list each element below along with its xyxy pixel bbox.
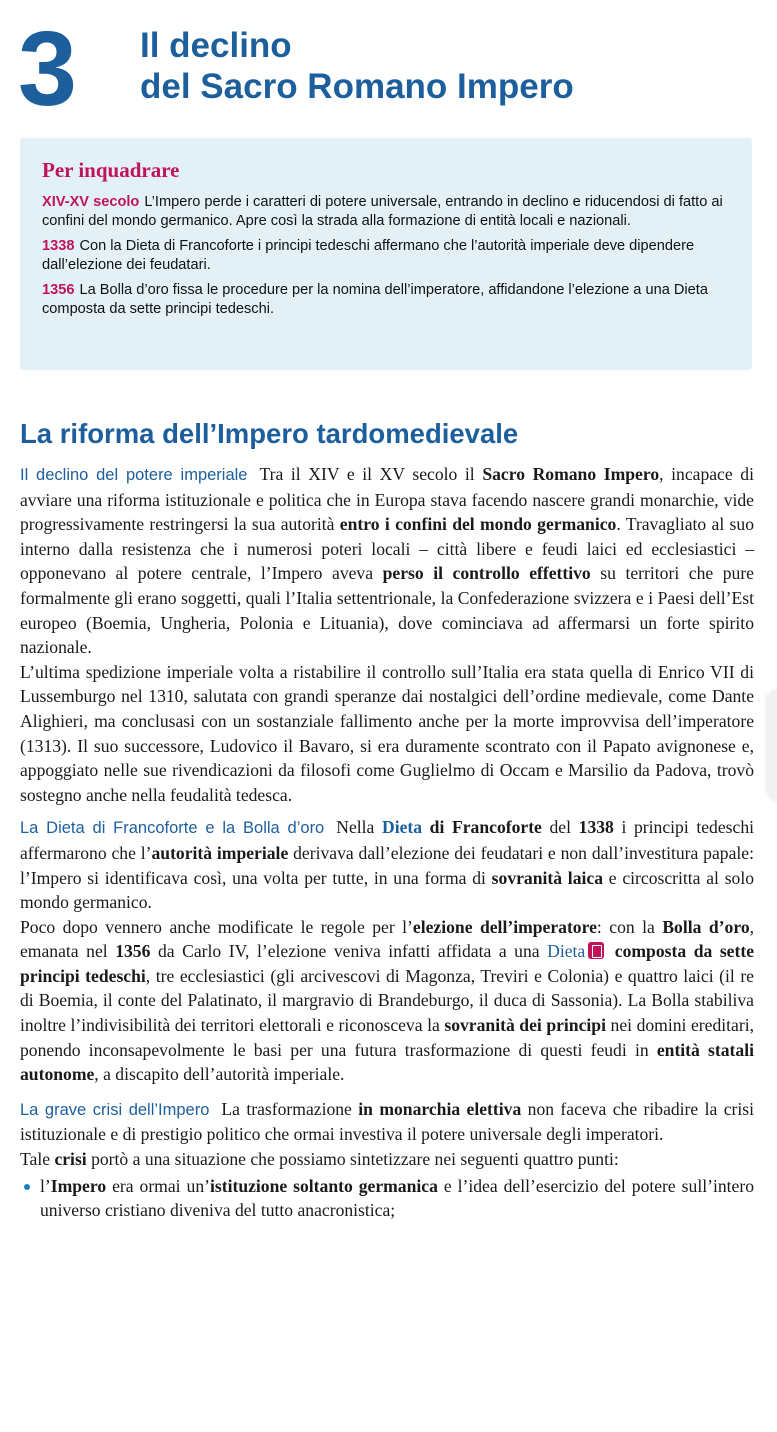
paragraph-grave-crisi [20, 1097, 754, 1147]
paragraph-tale-crisi [20, 1147, 754, 1172]
page-turn-handle[interactable] [767, 690, 777, 800]
text-run: nei domini ereditari, ponendo inconsapevolmente le basi per una futura trasformazione di questi feudi in [20, 1015, 754, 1060]
bold-term: perso il controllo effettivo [382, 563, 591, 584]
bold-term: Impero [50, 1175, 107, 1196]
context-entry [42, 193, 730, 231]
text-run: da Carlo IV, l’elezione veniva infatti affidata a una [150, 941, 548, 962]
glossary-link-dieta[interactable]: Dieta [547, 941, 586, 962]
text-run: . Travagliato al suo interno dalla resistenza che i numerosi poteri locali – città libere e feudi laici ed ecclesiastici – opponevano al potere centrale, l’Impero aveva [20, 514, 754, 584]
text-run: su territori che pure formalmente gli erano soggetti, quali l’Italia settentrionale, la Confederazione svizzera e i Paesi dell’Est europeo (Boemia, Ungheria, Polonia e Lituania), dove cominciava ad affermarsi un forte spirito nazionale. [20, 563, 754, 658]
paragraph-dieta-francoforte [20, 815, 754, 914]
bold-term: elezione dell’imperatore [412, 916, 597, 937]
context-entry [42, 281, 730, 319]
text-run: , tre ecclesiastici (gli arcivescovi di Magonza, Treviri e Colonia) e quattro laici (il re di Boemia, il conte del Palatinato, il margravio di Brandeburgo, il duca di Sassonia). La Bolla stabiliva inoltre l’indivisibilità dei territori elettorali e riconosceva la [20, 965, 754, 1036]
bold-term: di Francoforte [422, 817, 542, 838]
text-run: Tale [20, 1149, 55, 1170]
bold-term: 1338 [578, 817, 614, 838]
text-run: e circoscritta al solo mondo germanico. [20, 867, 755, 913]
context-box [20, 138, 752, 370]
paragraph-side-title: La grave crisi dell’Impero [20, 1100, 210, 1119]
context-entry-text: La Bolla d’oro fissa le procedure per la nomina dell’imperatore, affidandone l’elezione a una Dieta composta da sette principi tedeschi. [42, 282, 708, 317]
bold-term: autorità imperiale [151, 842, 289, 863]
bold-term: entro i confini del mondo germanico [339, 514, 617, 535]
chapter-title [140, 26, 574, 108]
chapter-title-line2: del Sacro Romano Impero [140, 66, 574, 106]
text-run: : con la [596, 916, 663, 937]
paragraph-side-title: La Dieta di Francoforte e la Bolla d’oro [20, 819, 325, 838]
section-title: La riforma dell’Impero tardomedievale [20, 418, 519, 449]
context-entry-date: 1356 [42, 282, 75, 298]
bold-term: Bolla d’oro [662, 916, 750, 937]
body-text [20, 462, 754, 1223]
paragraph-declino [20, 462, 754, 660]
text-run: derivava dall’elezione dei feudatari e non dall’investitura papale: l’Impero si identificava così, una volta per tutte, in una forma di [20, 842, 754, 888]
context-entry [42, 237, 730, 275]
context-box-title: Per inquadrare [42, 158, 180, 182]
text-run: , a discapito dell’autorità imperiale. [94, 1064, 345, 1085]
context-entry-text: L’Impero perde i caratteri di potere universale, entrando in declino e riducendosi di fatto ai confini del mondo germanico. Apre così la strada alla formazione di entità locali e nazionali. [42, 194, 723, 229]
text-run: Nella [336, 817, 382, 838]
text-run: e l’idea dell’esercizio del potere sull’intero universo cristiano diveniva del tutto anacronistica; [40, 1175, 754, 1221]
bold-term: crisi [54, 1149, 87, 1170]
glossary-link-dieta[interactable]: Dieta [381, 817, 423, 838]
context-entry-date: XIV-XV secolo [42, 194, 140, 210]
bold-term: sovranità dei principi [444, 1015, 606, 1036]
paragraph-ultima-spedizione: L’ultima spedizione imperiale volta a ristabilire il controllo sull’Italia era stata quella di Enrico VII di Lussemburgo nel 1310, salutata con grandi speranze dai nostalgici dell’ordine medievale, come Dante Alighieri, ma conclusasi con un sostanziale fallimento anche per la morte improvvisa dell’imperatore (1313). Il suo successore, Ludovico il Bavaro, si era duramente scontrato con il Papato avignonese e, appoggiato nelle sue rivendicazioni da filosofi come Guglielmo di Occam e Marsilio da Padova, trovò sostegno anche nella feudalità tedesca. [20, 661, 754, 805]
crisis-points-list [20, 1174, 754, 1223]
context-entry-date: 1338 [42, 238, 75, 254]
bold-term: istituzione soltanto germanica [209, 1175, 438, 1196]
text-run: del [541, 817, 579, 838]
glossary-book-icon[interactable] [588, 942, 604, 959]
bold-term: composta da sette principi tedeschi [20, 941, 755, 986]
text-run: Tra il XIV e il XV secolo il [259, 464, 483, 484]
text-run: portò a una situazione che possiamo sintetizzare nei seguenti quattro punti: [86, 1149, 619, 1170]
bold-term: in monarchia elettiva [358, 1098, 522, 1119]
text-run: l’ [40, 1175, 51, 1196]
text-run: , incapace di avviare una riforma istituzionale e politica che in Europa stava facendo nascere grandi monarchie, vide progressivamente restringersi la sua autorità [20, 464, 754, 535]
context-entry-text: Con la Dieta di Francoforte i principi tedeschi affermano che l’autorità imperiale deve dipendere dall’elezione dei feudatari. [42, 238, 695, 273]
bold-term: 1356 [115, 941, 151, 962]
text-run: La trasformazione [221, 1098, 359, 1119]
paragraph-bolla-oro [20, 915, 754, 1087]
text-run: Poco dopo vennero anche modificate le regole per l’ [20, 916, 413, 937]
paragraph-side-title: Il declino del potere imperiale [20, 466, 248, 484]
text-run: non faceva che ribadire la crisi istituzionale e di prestigio politico che ormai investiva il potere universale degli imperatori. [20, 1098, 755, 1145]
chapter-number: 3 [18, 10, 77, 128]
text-run: , emanata nel [20, 916, 755, 962]
text-run: era ormai un’ [106, 1175, 210, 1196]
list-item [20, 1174, 754, 1223]
bold-term: sovranità laica [491, 867, 603, 888]
bold-term: Sacro Romano Impero [482, 464, 660, 484]
chapter-title-line1: Il declino [140, 26, 292, 65]
bold-term: entità statali autonome [20, 1039, 754, 1085]
text-run: i principi tedeschi affermarono che l’ [20, 817, 755, 863]
